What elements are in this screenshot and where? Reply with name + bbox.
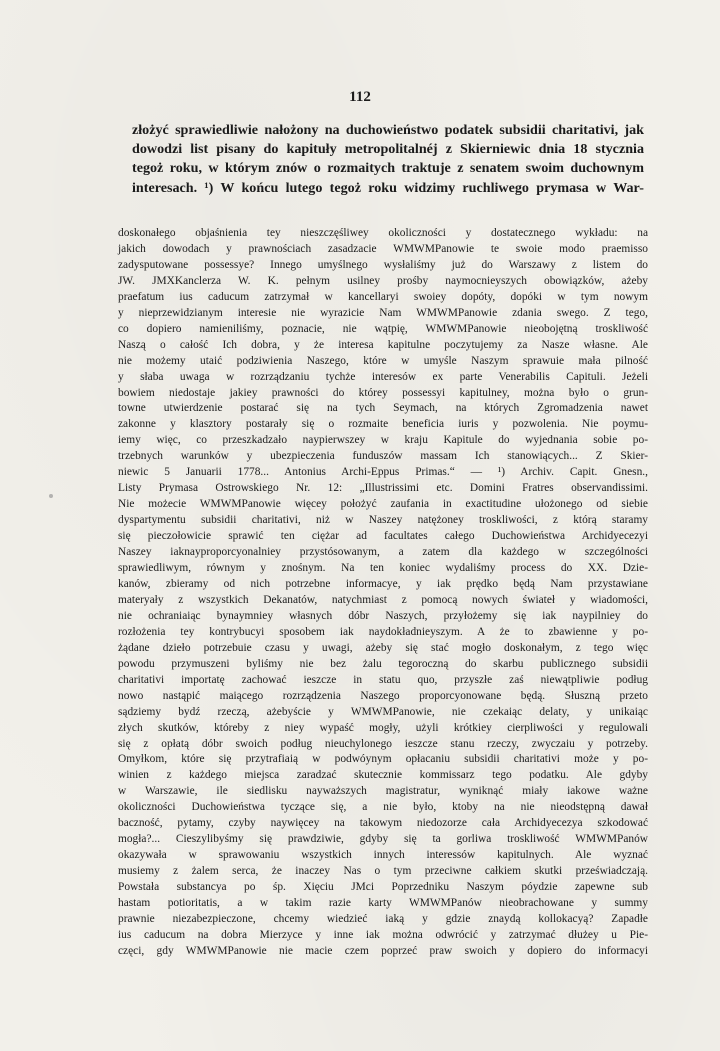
- footnote-line: hastam potioritatis, a w takim razie karty WMWMPanów nieobrachowane y summy: [118, 897, 648, 910]
- footnote-line: co dopiero namieniliśmy, poznacie, nie wątpię, WMWMPanowie nieobojętną troskliwość: [118, 322, 648, 335]
- footnote-line: złych skutków, któreby z niey wypaść mogły, użyli krótkiey cierpliwości y regulowali: [118, 721, 648, 734]
- footnote-line: dyspartymentu subsidii charitativi, niż w Naszey natężoney troskliwości, z którą staramy: [118, 514, 648, 527]
- footnote-line: częci, gdy WMWMPanowie nie macie czem poprzeć praw swoich y dopiero do informacyi: [118, 944, 648, 957]
- footnote-line: zadysputowane possessye? Innego umyślnego wysłaliśmy już do Warszawy z listem do: [118, 258, 648, 271]
- footnote-line: się z opłatą dóbr swoich podług nieuchylonego ieszcze stanu rzeczy, zwyczaiu y potrzeby.: [118, 737, 648, 750]
- footnote-line: praefatum ius caducum zatrzymał w kancellaryi swoiey dopóty, dopóki w tym nowym: [118, 290, 648, 303]
- footnote-line: kanów, zbieramy od nich potrzebne informacye, y iak prędko będą Nam przystawiane: [118, 577, 648, 590]
- footnote-line: Omyłkom, które się przytrafiaią w podwóynym opłacaniu subsidii charitativi może y po-: [118, 753, 648, 766]
- footnote-line: rozłożenia tey kontrybucyi sposobem iak naydokładnieyszym. A że to zbawienne y po-: [118, 625, 648, 638]
- footnote-line: Powstała substancya po śp. Xięciu JMci Poprzedniku Naszym póydzie zapewne sub: [118, 881, 648, 894]
- footnote-line: zakonne y klasztory postarały się o rozmaite beneficia iuris y pozwolenia. Nie poymu-: [118, 418, 648, 431]
- footnote-line: y nieprzewidzianym interesie nie wyrazicie Nam WMWMPanowie zdania swego. Z tego,: [118, 306, 648, 319]
- footnote-line: sprawiedliwym, równym y znośnym. Na ten koniec wydaliśmy process do XX. Dzie-: [118, 562, 648, 575]
- main-text-line: tegoż roku, w którym znów o rozmaitych traktuje z senatem swoim duchownym: [132, 160, 644, 177]
- footnote-line: bowiem niedostaje jakiey prawności do którey possessyi kapitulney, można było o grun-: [118, 386, 648, 399]
- footnote-line: się pieczołowicie sprawić ten ciężar ad facultates całego Duchowieństwa Archidyecezyi: [118, 530, 648, 543]
- footnote-line: JW. JMXKanclerza W. K. pełnym usilney prośby naymocnieyszych obowiązków, ażeby: [118, 274, 648, 287]
- footnote-line: nie ochraniaiąc bynaymniey własnych dóbr Naszych, przyłożemy się iak naypilniey do: [118, 609, 648, 622]
- footnote-line: mogła?... Cieszylibyśmy się prawdziwie, gdyby się ta gorliwa troskliwość WMWMPanów: [118, 833, 648, 846]
- footnote-line: w Warszawie, ile siedlisku nayważszych magistratur, wyniknąć miały iakowe ważne: [118, 785, 648, 798]
- main-text-line: dowodzi list pisany do kapituły metropolitalnéj z Skierniewic dnia 18 stycznia: [132, 141, 644, 158]
- footnote-line: charitativi importatę zachować ieszcze in statu quo, przyszłe zaś niewątpliwie podług: [118, 673, 648, 686]
- main-text-line: interesach. ¹) W końcu lutego tegoż roku widzimy ruchliwego prymasa w War-: [132, 179, 644, 196]
- footnote-line: żądane dzieło potrzebuie czasu y uwagi, ażeby się stać mogło doskonałym, z tego więc: [118, 641, 648, 654]
- footnote-line: powodu przymuszeni byliśmy nie bez żalu tegoroczną do skarbu publicznego subsidii: [118, 657, 648, 670]
- footnote-line: prawnie niezabezpieczone, chcemy wiedzieć iaką y gdzie znaydą kollokacyą? Zapadłe: [118, 912, 648, 925]
- footnote-line: nie możemy utaić podziwienia Naszego, które w umyśle Naszym sprawuie mała pilność: [118, 354, 648, 367]
- footnote-line: jakich dowodach y prawnościach zasadzacie WMWMPanowie te swoie modo praemisso: [118, 242, 648, 255]
- footnote-line: Nie możecie WMWMPanowie więcey położyć zaufania in exactitudine ułożonego od siebie: [118, 498, 648, 511]
- main-paragraph: [132, 121, 644, 198]
- footnote-line: trzebnych warunków y ubezpieczenia funduszów massam Ich stanowiących... Z Skier-: [118, 450, 648, 463]
- footnote-line: okazywała w sprawowaniu wszystkich innych interessów kapitulnych. Ale wyznać: [118, 849, 648, 862]
- footnote-line: iemy więc, co przeszkadzało naypierwszey w kraju Kapitule do wyjednania sobie po-: [118, 434, 648, 447]
- footnote-line: Naszey iaknayproporcyonalniey przystósowanym, a zatem dla każdego w szczególności: [118, 546, 648, 559]
- footnote-line: winien z każdego miejsca zaradzać skutecznie kommissarz tego podatku. Ale gdyby: [118, 769, 648, 782]
- main-text-line: złożyć sprawiedliwie nałożony na duchowieństwo podatek subsidii charitativi, jak: [132, 122, 644, 138]
- footnote-line: doskonałego objaśnienia tey nieszczęśliwey okoliczności y dostatecznego wykładu: na: [118, 227, 648, 239]
- footnote-line: y słaba uwaga w rozrządzaniu tychże interesów ex parte Venerabilis Capituli. Jeżeli: [118, 370, 648, 383]
- footnote-line: ius caducum na dobra Mierzyce y inne iak można odwrócić y zatrzymać dłużey u Pie-: [118, 928, 648, 941]
- footnote-line: niewic 5 Januarii 1778... Antonius Archi-Eppus Primas.“ — ¹) Archiv. Capit. Gnesn.,: [118, 466, 648, 479]
- footnote-line: towne utwierdzenie postarać się na tych Seymach, na których Zgromadzenia nawet: [118, 402, 648, 415]
- footnote-line: Listy Prymasa Ostrowskiego Nr. 12: „Illustrissimi etc. Domini Fratres observandissimi.: [118, 482, 648, 495]
- footnote-line: Naszą o całość Ich dobra, y że interesa kapitulne poczytujemy za Nasze własne. Ale: [118, 338, 648, 351]
- margin-dot: [49, 494, 53, 498]
- page-number: 112: [349, 89, 371, 105]
- footnote-line: nowo nastąpić maiącego rozrządzenia Naszego proporcyonowane będą. Słuszną przeto: [118, 689, 648, 702]
- footnote-block: [118, 226, 648, 960]
- footnote-line: sądziemy bydź rzeczą, ażebyście y WMWMPanowie, nie czekaiąc delaty, y unikaiąc: [118, 705, 648, 718]
- footnote-line: okoliczności Duchowieństwa tyczące się, a nie było, ktoby na nie nieodstępną dawał: [118, 801, 648, 814]
- footnote-line: baczność, pytamy, czyby naywięcey na takowym niedozorze cała Archidyecezya szkodować: [118, 817, 648, 830]
- footnote-line: musiemy z żalem serca, że inaczey Nas o tym przeciwne całkiem skutki przeświadczają.: [118, 865, 648, 878]
- footnote-line: materyały z wszystkich Dekanatów, natychmiast z pomocą nowych świateł y wiadomości,: [118, 593, 648, 606]
